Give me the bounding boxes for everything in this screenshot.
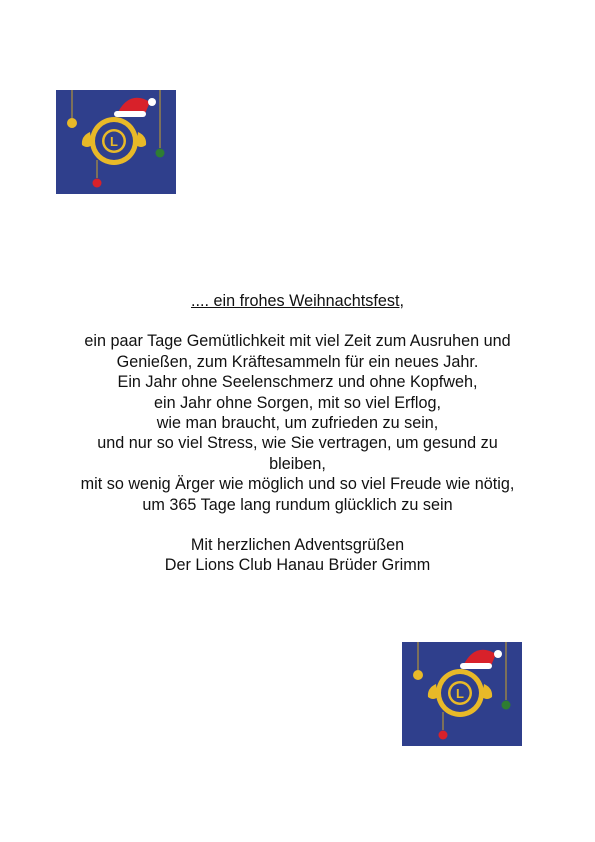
letter-line: ein paar Tage Gemütlichkeit mit viel Zeit zum Ausruhen und bbox=[84, 332, 511, 351]
red-ornament-icon bbox=[93, 179, 102, 188]
letter-line: um 365 Tage lang rundum glücklich zu sein bbox=[142, 495, 453, 514]
letter-line: mit so wenig Ärger wie möglich und so viel Freude wie nötig, bbox=[80, 475, 515, 494]
gold-ornament-icon bbox=[67, 118, 77, 128]
letter-line: wie man braucht, um zufrieden zu sein, bbox=[156, 414, 439, 433]
letter-line: bleiben, bbox=[269, 454, 326, 473]
letter-line: Ein Jahr ohne Seelenschmerz und ohne Kopfweh, bbox=[117, 373, 478, 392]
red-ornament-icon bbox=[439, 731, 448, 740]
lions-emblem-icon bbox=[402, 642, 522, 746]
letter-line: ein Jahr ohne Sorgen, mit so viel Erflog, bbox=[153, 393, 442, 412]
emblem-letter: L bbox=[110, 134, 118, 149]
closing-signature: Der Lions Club Hanau Brüder Grimm bbox=[164, 556, 431, 575]
lions-christmas-logo-top bbox=[56, 90, 176, 194]
greeting-letter bbox=[40, 291, 555, 576]
lions-christmas-logo-bottom bbox=[402, 642, 522, 746]
green-ornament-icon bbox=[156, 149, 165, 158]
greeting-heading: .... ein frohes Weihnachtsfest, bbox=[191, 292, 404, 310]
letter-line: und nur so viel Stress, wie Sie vertragen, um gesund zu bbox=[97, 434, 498, 453]
closing-greeting: Mit herzlichen Adventsgrüßen bbox=[190, 536, 405, 555]
emblem-letter: L bbox=[456, 686, 464, 701]
lions-emblem-icon bbox=[56, 90, 176, 194]
letter-line: Genießen, zum Kräftesammeln für ein neues Jahr. bbox=[116, 352, 479, 371]
gold-ornament-icon bbox=[413, 670, 423, 680]
green-ornament-icon bbox=[502, 701, 511, 710]
